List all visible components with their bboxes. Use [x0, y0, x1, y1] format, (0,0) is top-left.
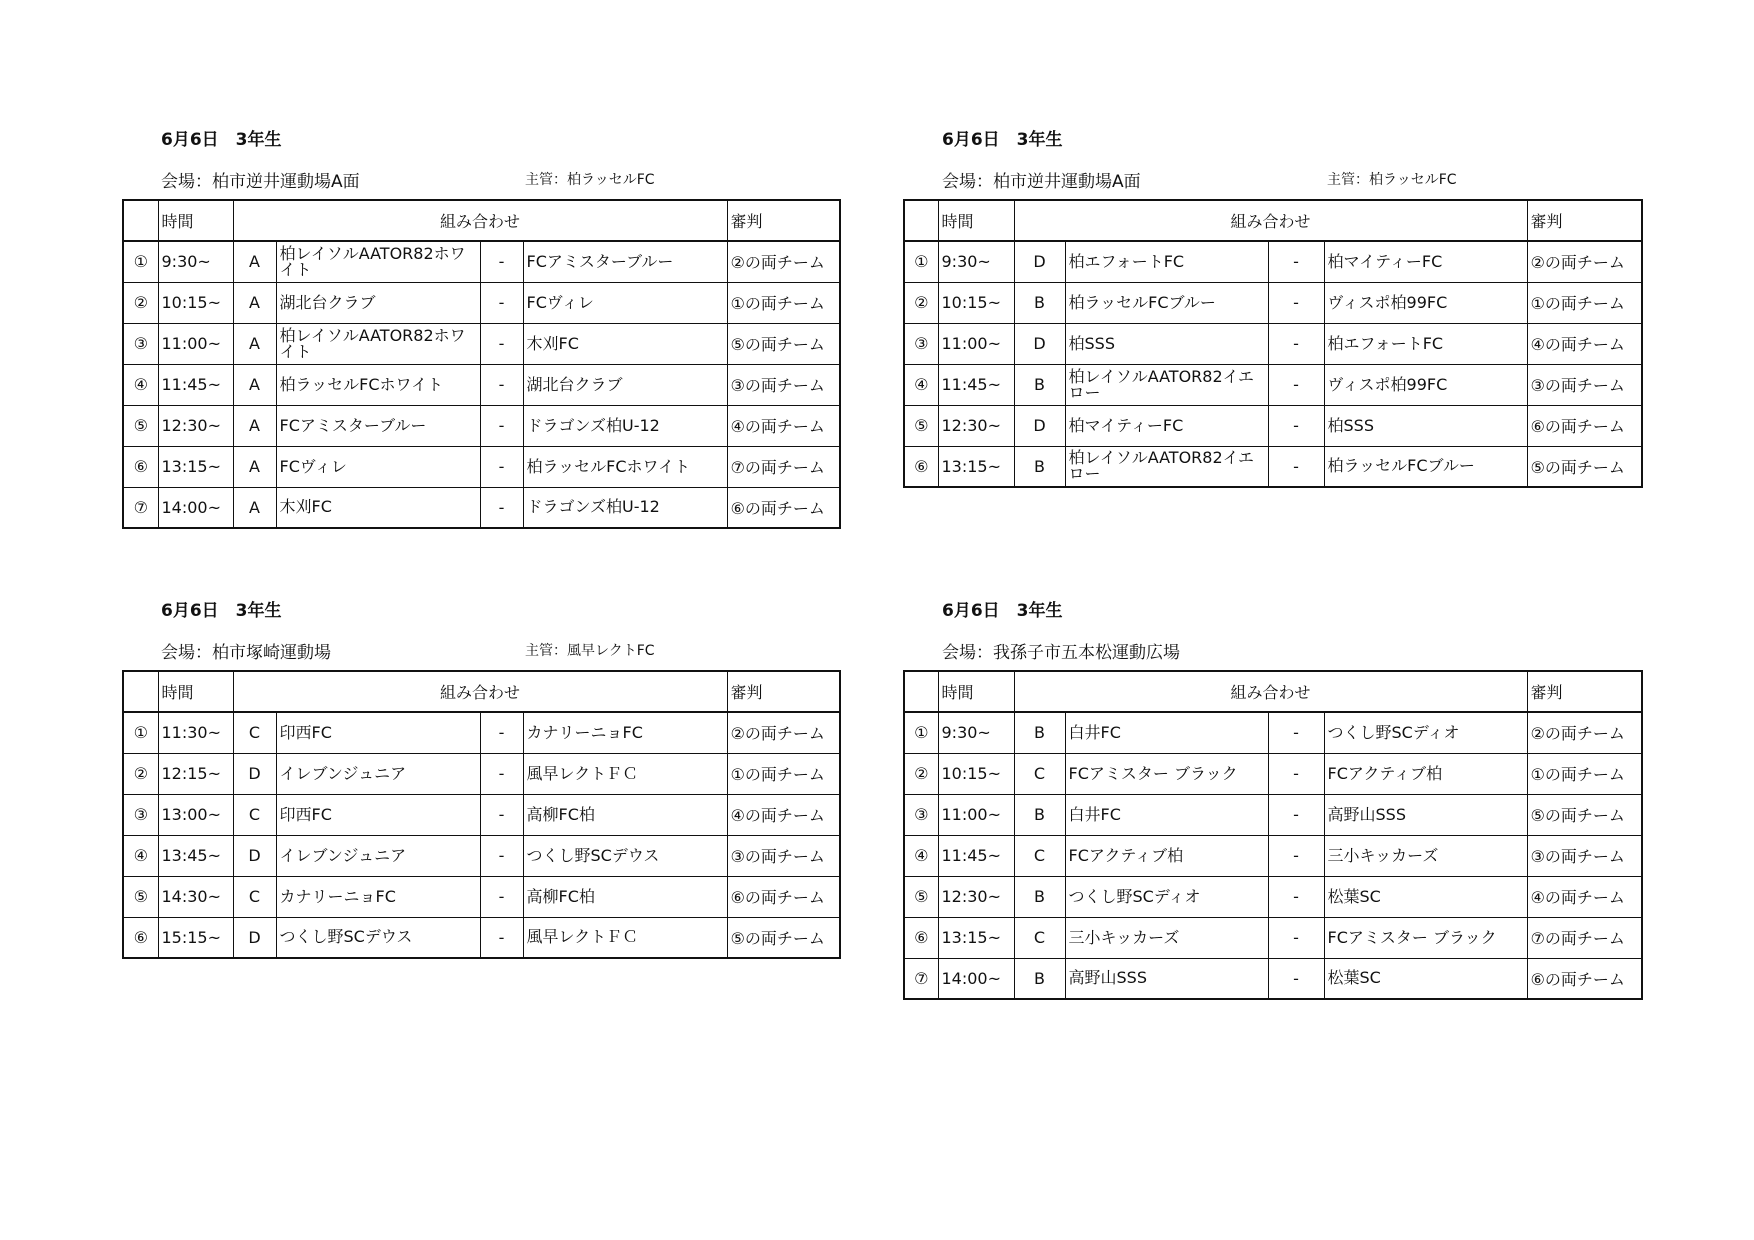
away-team: 柏エフォートFC	[1324, 323, 1527, 364]
home-team: イレブンジュニア	[276, 835, 480, 876]
home-team: 白井FC	[1065, 794, 1268, 835]
match-time: 11:45~	[938, 364, 1014, 405]
referee-assignment: ②の両チーム	[1527, 712, 1642, 753]
home-team: 高野山SSS	[1065, 958, 1268, 999]
match-time: 13:45~	[158, 835, 233, 876]
match-time: 15:15~	[158, 917, 233, 958]
match-number: ③	[904, 794, 938, 835]
away-team: 三小キッカーズ	[1324, 835, 1527, 876]
away-team: 高野山SSS	[1324, 794, 1527, 835]
match-number: ⑦	[904, 958, 938, 999]
match-time: 12:30~	[158, 405, 233, 446]
match-time: 13:15~	[938, 917, 1014, 958]
home-team: FCアミスター ブラック	[1065, 753, 1268, 794]
match-number: ②	[904, 753, 938, 794]
table-header-row	[904, 200, 1642, 241]
table-row	[904, 712, 1642, 753]
match-group: A	[233, 241, 276, 282]
match-time: 12:15~	[158, 753, 233, 794]
referee-assignment: ①の両チーム	[727, 282, 840, 323]
match-number: ④	[123, 835, 158, 876]
match-group: C	[1014, 753, 1065, 794]
match-group: B	[1014, 446, 1065, 487]
match-group: C	[1014, 917, 1065, 958]
host-label: 主管：柏ラッセルFC	[1327, 172, 1457, 188]
match-number: ⑥	[904, 917, 938, 958]
table-row	[123, 876, 840, 917]
away-team: 木刈FC	[523, 323, 727, 364]
match-time: 14:00~	[158, 487, 233, 528]
match-group: C	[1014, 835, 1065, 876]
versus-separator: -	[1268, 323, 1324, 364]
away-team: 湖北台クラブ	[523, 364, 727, 405]
table-row	[904, 876, 1642, 917]
away-team: 高柳FC柏	[523, 876, 727, 917]
table-row	[123, 712, 840, 753]
header-combination: 組み合わせ	[1014, 671, 1527, 712]
versus-separator: -	[1268, 835, 1324, 876]
match-group: A	[233, 446, 276, 487]
block-title: 6月6日 3年生	[161, 601, 282, 621]
block-title: 6月6日 3年生	[942, 130, 1063, 150]
away-team: 風早レクトＦＣ	[523, 753, 727, 794]
match-number: ⑤	[123, 876, 158, 917]
block-title: 6月6日 3年生	[161, 130, 282, 150]
table-row	[904, 364, 1642, 405]
home-team: カナリーニョFC	[276, 876, 480, 917]
away-team: 柏マイティーFC	[1324, 241, 1527, 282]
block-title: 6月6日 3年生	[942, 601, 1063, 621]
match-time: 11:30~	[158, 712, 233, 753]
referee-assignment: ⑤の両チーム	[727, 917, 840, 958]
away-team: FCアミスター ブラック	[1324, 917, 1527, 958]
match-number: ①	[904, 241, 938, 282]
away-team: ヴィスポ柏99FC	[1324, 364, 1527, 405]
match-time: 11:00~	[938, 323, 1014, 364]
table-header-row	[904, 671, 1642, 712]
header-time: 時間	[158, 200, 233, 241]
header-referee: 審判	[727, 200, 840, 241]
home-team: 印西FC	[276, 712, 480, 753]
home-team: FCヴィレ	[276, 446, 480, 487]
home-team: 柏レイソルAATOR82ホワイト	[276, 241, 480, 282]
referee-assignment: ①の両チーム	[1527, 753, 1642, 794]
match-time: 11:45~	[158, 364, 233, 405]
match-number: ③	[904, 323, 938, 364]
home-team: 印西FC	[276, 794, 480, 835]
venue-label: 会場：我孫子市五本松運動広場	[942, 643, 1180, 663]
match-time: 10:15~	[938, 282, 1014, 323]
referee-assignment: ②の両チーム	[1527, 241, 1642, 282]
match-group: B	[1014, 364, 1065, 405]
versus-separator: -	[1268, 405, 1324, 446]
match-number: ④	[904, 835, 938, 876]
header-referee: 審判	[727, 671, 840, 712]
referee-assignment: ⑥の両チーム	[727, 487, 840, 528]
match-group: D	[1014, 405, 1065, 446]
versus-separator: -	[480, 794, 523, 835]
match-time: 12:30~	[938, 876, 1014, 917]
table-row	[904, 446, 1642, 487]
away-team: 風早レクトＦＣ	[523, 917, 727, 958]
table-row	[123, 241, 840, 282]
referee-assignment: ④の両チーム	[727, 794, 840, 835]
home-team: 柏SSS	[1065, 323, 1268, 364]
match-time: 11:00~	[158, 323, 233, 364]
home-team: 三小キッカーズ	[1065, 917, 1268, 958]
away-team: つくし野SCデウス	[523, 835, 727, 876]
home-team: つくし野SCデウス	[276, 917, 480, 958]
venue-label: 会場：柏市逆井運動場A面	[161, 172, 360, 192]
match-time: 9:30~	[938, 712, 1014, 753]
home-team: 柏レイソルAATOR82イエロー	[1065, 364, 1268, 405]
match-time: 13:00~	[158, 794, 233, 835]
match-group: C	[233, 876, 276, 917]
match-group: C	[233, 794, 276, 835]
referee-assignment: ③の両チーム	[727, 835, 840, 876]
match-time: 13:15~	[158, 446, 233, 487]
table-row	[123, 405, 840, 446]
versus-separator: -	[480, 835, 523, 876]
match-number: ⑤	[123, 405, 158, 446]
table-row	[904, 405, 1642, 446]
table-row	[904, 835, 1642, 876]
referee-assignment: ④の両チーム	[1527, 876, 1642, 917]
match-number: ⑥	[123, 917, 158, 958]
referee-assignment: ③の両チーム	[1527, 364, 1642, 405]
versus-separator: -	[480, 876, 523, 917]
match-group: B	[1014, 794, 1065, 835]
versus-separator: -	[1268, 794, 1324, 835]
venue-label: 会場：柏市逆井運動場A面	[942, 172, 1141, 192]
versus-separator: -	[480, 712, 523, 753]
table-row	[123, 323, 840, 364]
away-team: カナリーニョFC	[523, 712, 727, 753]
versus-separator: -	[480, 917, 523, 958]
match-number: ⑥	[904, 446, 938, 487]
away-team: 松葉SC	[1324, 958, 1527, 999]
match-group: A	[233, 487, 276, 528]
table-row	[123, 487, 840, 528]
match-group: B	[1014, 712, 1065, 753]
schedule-table	[903, 199, 1643, 488]
versus-separator: -	[480, 364, 523, 405]
match-group: D	[233, 753, 276, 794]
match-number: ②	[123, 753, 158, 794]
away-team: FCアミスターブルー	[523, 241, 727, 282]
match-number: ①	[123, 712, 158, 753]
home-team: 柏エフォートFC	[1065, 241, 1268, 282]
header-referee: 審判	[1527, 671, 1642, 712]
away-team: FCヴィレ	[523, 282, 727, 323]
away-team: 柏SSS	[1324, 405, 1527, 446]
away-team: ドラゴンズ柏U-12	[523, 405, 727, 446]
match-group: C	[233, 712, 276, 753]
versus-separator: -	[480, 241, 523, 282]
versus-separator: -	[480, 323, 523, 364]
match-number: ①	[123, 241, 158, 282]
home-team: 柏レイソルAATOR82ホワイト	[276, 323, 480, 364]
referee-assignment: ⑦の両チーム	[727, 446, 840, 487]
header-blank	[904, 671, 938, 712]
match-group: A	[233, 282, 276, 323]
versus-separator: -	[1268, 958, 1324, 999]
match-time: 14:00~	[938, 958, 1014, 999]
match-number: ①	[904, 712, 938, 753]
match-group: B	[1014, 876, 1065, 917]
header-combination: 組み合わせ	[233, 200, 727, 241]
referee-assignment: ⑥の両チーム	[727, 876, 840, 917]
referee-assignment: ④の両チーム	[727, 405, 840, 446]
match-number: ④	[123, 364, 158, 405]
referee-assignment: ①の両チーム	[727, 753, 840, 794]
home-team: 木刈FC	[276, 487, 480, 528]
table-row	[904, 323, 1642, 364]
versus-separator: -	[480, 282, 523, 323]
referee-assignment: ③の両チーム	[727, 364, 840, 405]
table-row	[123, 835, 840, 876]
home-team: 柏マイティーFC	[1065, 405, 1268, 446]
venue-label: 会場：柏市塚崎運動場	[161, 643, 331, 663]
referee-assignment: ⑤の両チーム	[1527, 446, 1642, 487]
host-label: 主管：風早レクトFC	[525, 643, 655, 659]
header-combination: 組み合わせ	[233, 671, 727, 712]
header-blank	[904, 200, 938, 241]
referee-assignment: ②の両チーム	[727, 712, 840, 753]
match-number: ②	[904, 282, 938, 323]
schedule-table	[122, 199, 841, 529]
away-team: 柏ラッセルFCホワイト	[523, 446, 727, 487]
referee-assignment: ②の両チーム	[727, 241, 840, 282]
table-row	[904, 917, 1642, 958]
away-team: 松葉SC	[1324, 876, 1527, 917]
referee-assignment: ⑤の両チーム	[1527, 794, 1642, 835]
header-blank	[123, 200, 158, 241]
home-team: 柏ラッセルFCホワイト	[276, 364, 480, 405]
header-time: 時間	[938, 671, 1014, 712]
match-time: 11:45~	[938, 835, 1014, 876]
away-team: つくし野SCディオ	[1324, 712, 1527, 753]
match-group: A	[233, 405, 276, 446]
match-time: 9:30~	[158, 241, 233, 282]
home-team: イレブンジュニア	[276, 753, 480, 794]
versus-separator: -	[1268, 241, 1324, 282]
versus-separator: -	[1268, 364, 1324, 405]
table-row	[123, 282, 840, 323]
match-number: ④	[904, 364, 938, 405]
versus-separator: -	[1268, 876, 1324, 917]
match-number: ⑤	[904, 405, 938, 446]
versus-separator: -	[1268, 712, 1324, 753]
away-team: FCアクティブ柏	[1324, 753, 1527, 794]
header-combination: 組み合わせ	[1014, 200, 1527, 241]
home-team: つくし野SCディオ	[1065, 876, 1268, 917]
match-group: D	[233, 835, 276, 876]
match-time: 14:30~	[158, 876, 233, 917]
match-group: A	[233, 364, 276, 405]
match-time: 10:15~	[938, 753, 1014, 794]
away-team: ドラゴンズ柏U-12	[523, 487, 727, 528]
header-time: 時間	[938, 200, 1014, 241]
match-group: B	[1014, 282, 1065, 323]
table-row	[123, 364, 840, 405]
match-time: 11:00~	[938, 794, 1014, 835]
versus-separator: -	[480, 487, 523, 528]
match-number: ⑤	[904, 876, 938, 917]
home-team: 柏レイソルAATOR82イエロー	[1065, 446, 1268, 487]
referee-assignment: ⑥の両チーム	[1527, 958, 1642, 999]
home-team: FCアミスターブルー	[276, 405, 480, 446]
match-time: 13:15~	[938, 446, 1014, 487]
referee-assignment: ①の両チーム	[1527, 282, 1642, 323]
match-group: A	[233, 323, 276, 364]
match-number: ③	[123, 323, 158, 364]
schedule-table	[122, 670, 841, 959]
referee-assignment: ④の両チーム	[1527, 323, 1642, 364]
versus-separator: -	[480, 405, 523, 446]
home-team: FCアクティブ柏	[1065, 835, 1268, 876]
match-group: D	[1014, 323, 1065, 364]
away-team: 高柳FC柏	[523, 794, 727, 835]
table-row	[123, 794, 840, 835]
table-row	[904, 794, 1642, 835]
match-number: ⑥	[123, 446, 158, 487]
match-time: 12:30~	[938, 405, 1014, 446]
table-header-row	[123, 200, 840, 241]
header-blank	[123, 671, 158, 712]
header-referee: 審判	[1527, 200, 1642, 241]
table-row	[123, 753, 840, 794]
table-row	[904, 241, 1642, 282]
referee-assignment: ⑦の両チーム	[1527, 917, 1642, 958]
match-number: ⑦	[123, 487, 158, 528]
versus-separator: -	[1268, 917, 1324, 958]
table-row	[904, 753, 1642, 794]
table-row	[904, 282, 1642, 323]
home-team: 白井FC	[1065, 712, 1268, 753]
away-team: 柏ラッセルFCブルー	[1324, 446, 1527, 487]
match-time: 9:30~	[938, 241, 1014, 282]
referee-assignment: ③の両チーム	[1527, 835, 1642, 876]
versus-separator: -	[1268, 282, 1324, 323]
versus-separator: -	[480, 446, 523, 487]
table-row	[123, 917, 840, 958]
table-header-row	[123, 671, 840, 712]
versus-separator: -	[1268, 753, 1324, 794]
table-row	[904, 958, 1642, 999]
home-team: 柏ラッセルFCブルー	[1065, 282, 1268, 323]
host-label: 主管：柏ラッセルFC	[525, 172, 655, 188]
referee-assignment: ⑥の両チーム	[1527, 405, 1642, 446]
versus-separator: -	[480, 753, 523, 794]
table-row	[123, 446, 840, 487]
match-group: D	[233, 917, 276, 958]
versus-separator: -	[1268, 446, 1324, 487]
schedule-table	[903, 670, 1643, 1000]
match-number: ③	[123, 794, 158, 835]
header-time: 時間	[158, 671, 233, 712]
match-number: ②	[123, 282, 158, 323]
home-team: 湖北台クラブ	[276, 282, 480, 323]
referee-assignment: ⑤の両チーム	[727, 323, 840, 364]
match-time: 10:15~	[158, 282, 233, 323]
match-group: D	[1014, 241, 1065, 282]
away-team: ヴィスポ柏99FC	[1324, 282, 1527, 323]
match-group: B	[1014, 958, 1065, 999]
